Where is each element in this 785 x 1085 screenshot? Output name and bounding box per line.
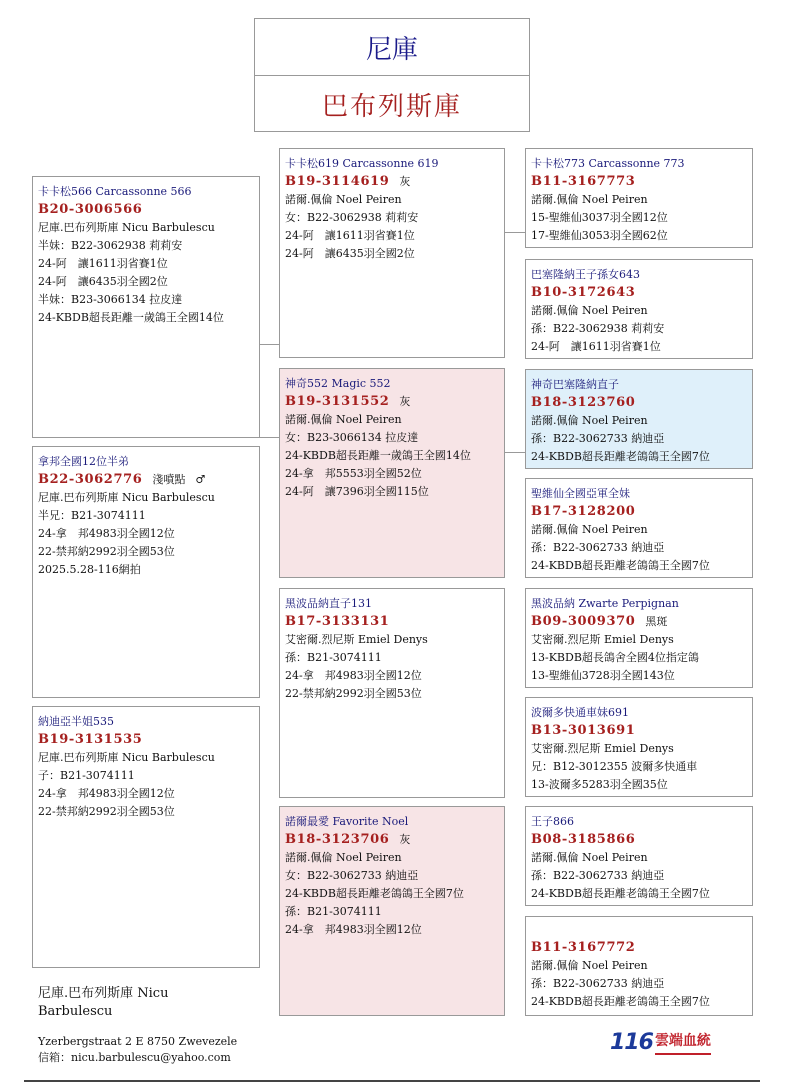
pigeon-note: 孫：B22-3062938 莉莉安 [531,322,665,335]
connector [505,452,525,453]
pigeon-note: 24-KBDB超長距離老鴿鴿王全國7位 [531,450,710,463]
ring-number [285,831,504,849]
pigeon-color: 灰 [399,833,411,846]
pigeon-note: 24-KBDB超長距離一歲鴿王全國14位 [285,449,471,462]
pigeon-color: 灰 [399,175,411,188]
pigeon-name: 諾爾最愛 Favorite Noel [285,815,409,828]
ring-number-text: B13-3013691 [531,723,636,738]
pigeon-color: 淺噴點 [152,473,186,486]
pigeon-note: 女：B22-3062733 納迪亞 [285,869,419,882]
pigeon-card-sire[interactable] [279,148,505,358]
ring-number [285,613,504,631]
pigeon-card-sd[interactable] [525,259,753,359]
pigeon-note: 諾爾.佩倫 Noel Peiren [285,413,402,426]
pigeon-card-mate[interactable] [32,446,260,698]
pigeon-note: 諾爾.佩倫 Noel Peiren [531,193,648,206]
male-icon: ♂ [195,473,206,486]
pigeon-note: 諾爾.佩倫 Noel Peiren [531,523,648,536]
logo-text: 雲端血統 [655,1030,711,1055]
ring-number [38,201,259,219]
pigeon-note: 艾密爾.烈尼斯 Emiel Denys [531,633,674,646]
ring-number-text: B18-3123706 [285,832,390,847]
connector [259,437,279,438]
pigeon-note: 17-聖維仙3053羽全國62位 [531,229,668,242]
pigeon-card-subject[interactable] [32,176,260,438]
pigeon-name: 王子866 [531,815,574,828]
pigeon-card-mate-ss[interactable] [525,588,753,688]
pigeon-name: 卡卡松773 Carcassonne 773 [531,157,685,170]
ring-number [531,613,752,631]
pigeon-note: 尼庫.巴布列斯庫 Nicu Barbulescu [38,221,215,234]
pigeon-note: 子：B21-3074111 [38,769,135,782]
pigeon-note: 22-禁邦納2992羽全國53位 [285,687,422,700]
pigeon-card-dam[interactable] [279,368,505,578]
pigeon-note: 尼庫.巴布列斯庫 Nicu Barbulescu [38,751,215,764]
footer-owner: 尼庫.巴布列斯庫 Nicu Barbulescu [38,986,169,1019]
pigeon-card-mate-dam-half[interactable] [32,706,260,968]
ring-number [285,173,504,191]
pigeon-note: 24-KBDB超長距離一歲鴿王全國14位 [38,311,224,324]
pigeon-card-dd[interactable] [525,478,753,578]
ring-number [531,722,752,740]
pigeon-note: 13-KBDB超長鴿舍全國4位指定鴿 [531,651,699,664]
ring-number [531,503,752,521]
pigeon-note: 半兄：B21-3074111 [38,509,146,522]
ring-number [531,394,752,412]
pigeon-name: 神奇552 Magic 552 [285,377,391,390]
footer-contact [38,1034,237,1066]
pigeon-note: 諾爾.佩倫 Noel Peiren [531,414,648,427]
ring-number-text: B17-3133131 [285,614,390,629]
pigeon-note: 孫：B21-3074111 [285,905,382,918]
ring-number [38,731,259,749]
pigeon-note: 孫：B22-3062733 納迪亞 [531,432,665,445]
pigeon-note: 24-阿 讓1611羽省賽1位 [531,340,661,353]
ring-number-text: B11-3167773 [531,174,636,189]
pigeon-card-mate-sd[interactable] [525,697,753,797]
pigeon-name: 卡卡松566 Carcassonne 566 [38,185,192,198]
ring-number-text: B09-3009370 [531,614,636,629]
pigeon-note: 24-拿 邦4983羽全國12位 [38,527,175,540]
pigeon-card-mate-sire[interactable] [279,588,505,798]
pigeon-note: 24-拿 邦4983羽全國12位 [285,669,422,682]
pigeon-note: 13-聖維仙3728羽全國143位 [531,669,675,682]
pigeon-card-mate-ds[interactable] [525,806,753,906]
brand-logo[interactable] [610,1030,711,1055]
pigeon-note: 孫：B22-3062733 納迪亞 [531,541,665,554]
pigeon-card-ds[interactable] [525,369,753,469]
pigeon-note: 24-阿 讓1611羽省賽1位 [285,229,415,242]
pigeon-note: 24-拿 邦5553羽全國52位 [285,467,422,480]
pigeon-note: 孫：B22-3062733 納迪亞 [531,977,665,990]
ring-number [531,173,752,191]
pigeon-note: 22-禁邦納2992羽全國53位 [38,545,175,558]
pigeon-name: 神奇巴塞隆納直子 [531,378,619,391]
pigeon-card-mate-dam[interactable] [279,806,505,1016]
pigeon-name: 黑波品納 Zwarte Perpignan [531,597,679,610]
ring-number-text: B17-3128200 [531,504,636,519]
owner-name: 巴布列斯庫 [321,91,462,122]
ring-number-text: B19-3114619 [285,174,390,189]
pigeon-note: 孫：B21-3074111 [285,651,382,664]
owner-title: 尼庫 [255,19,529,76]
bottom-divider [24,1080,760,1082]
pigeon-note: 半妹：B23-3066134 拉皮達 [38,293,183,306]
pigeon-note: 半妹：B22-3062938 莉莉安 [38,239,183,252]
connector [505,232,525,233]
pigeon-note: 艾密爾.烈尼斯 Emiel Denys [285,633,428,646]
pigeon-name: 黑波品納直子131 [285,597,372,610]
pigeon-name: 卡卡松619 Carcassonne 619 [285,157,439,170]
pigeon-note: 諾爾.佩倫 Noel Peiren [285,851,402,864]
pigeon-name: 拿邦全國12位半弟 [38,455,129,468]
pedigree-title [254,18,530,132]
ring-number-text: B18-3123760 [531,395,636,410]
ring-number-text: B20-3006566 [38,202,143,217]
ring-number [38,471,259,489]
pigeon-note: 15-聖維仙3037羽全國12位 [531,211,668,224]
pigeon-name: 納迪亞半姐535 [38,715,114,728]
ring-number-text: B19-3131552 [285,394,390,409]
pigeon-note: 24-拿 邦4983羽全國12位 [285,923,422,936]
pigeon-note: 24-拿 邦4983羽全國12位 [38,787,175,800]
ring-number-text: B10-3172643 [531,285,636,300]
ring-number [531,284,752,302]
pigeon-note: 24-KBDB超長距離老鴿鴿王全國7位 [531,559,710,572]
pigeon-note: 13-波爾多5283羽全國35位 [531,778,668,791]
ring-number-text: B08-3185866 [531,832,636,847]
ring-number-text: B19-3131535 [38,732,143,747]
logo-number: 116 [610,1030,653,1055]
pigeon-note: 24-KBDB超長距離老鴿鴿王全國7位 [531,887,710,900]
pigeon-note: 尼庫.巴布列斯庫 Nicu Barbulescu [38,491,215,504]
pigeon-note: 24-阿 讓7396羽全國115位 [285,485,429,498]
ring-number [285,393,504,411]
pigeon-card-mate-dd[interactable] [525,916,753,1016]
ring-number-text: B11-3167772 [531,940,636,955]
footer-email[interactable]: 信箱：nicu.barbulescu@yahoo.com [38,1051,231,1064]
pigeon-name: 聖維仙全國亞軍全妹 [531,487,630,500]
pigeon-note: 兄：B12-3012355 波爾多快通車 [531,760,698,773]
pigeon-note: 24-阿 讓6435羽全國2位 [285,247,415,260]
pigeon-note: 女：B23-3066134 拉皮達 [285,431,419,444]
pigeon-note: 22-禁邦納2992羽全國53位 [38,805,175,818]
pigeon-note: 諾爾.佩倫 Noel Peiren [531,959,648,972]
pigeon-color: 灰 [399,395,411,408]
pigeon-note: 諾爾.佩倫 Noel Peiren [531,304,648,317]
ring-number [531,831,752,849]
pigeon-note: 女：B22-3062938 莉莉安 [285,211,419,224]
pigeon-name: 巴塞隆納王子孫女643 [531,268,640,281]
pigeon-note: 2025.5.28-116網拍 [38,563,141,576]
pigeon-note: 諾爾.佩倫 Noel Peiren [531,851,648,864]
pigeon-note: 24-阿 讓1611羽省賽1位 [38,257,168,270]
pigeon-note: 孫：B22-3062733 納迪亞 [531,869,665,882]
pigeon-note: 艾密爾.烈尼斯 Emiel Denys [531,742,674,755]
ring-number [531,939,752,957]
pigeon-card-ss[interactable] [525,148,753,248]
ring-number-text: B22-3062776 [38,472,143,487]
pigeon-color: 黑斑 [645,615,668,628]
pigeon-name: 波爾多快通車妹691 [531,706,629,719]
pigeon-note: 24-KBDB超長距離老鴿鴿王全國7位 [285,887,464,900]
pigeon-note: 24-阿 讓6435羽全國2位 [38,275,168,288]
footer-address: Yzerbergstraat 2 E 8750 Zwevezele [38,1035,238,1048]
connector [259,344,279,345]
pigeon-note: 24-KBDB超長距離老鴿鴿王全國7位 [531,995,710,1008]
pigeon-note: 諾爾.佩倫 Noel Peiren [285,193,402,206]
